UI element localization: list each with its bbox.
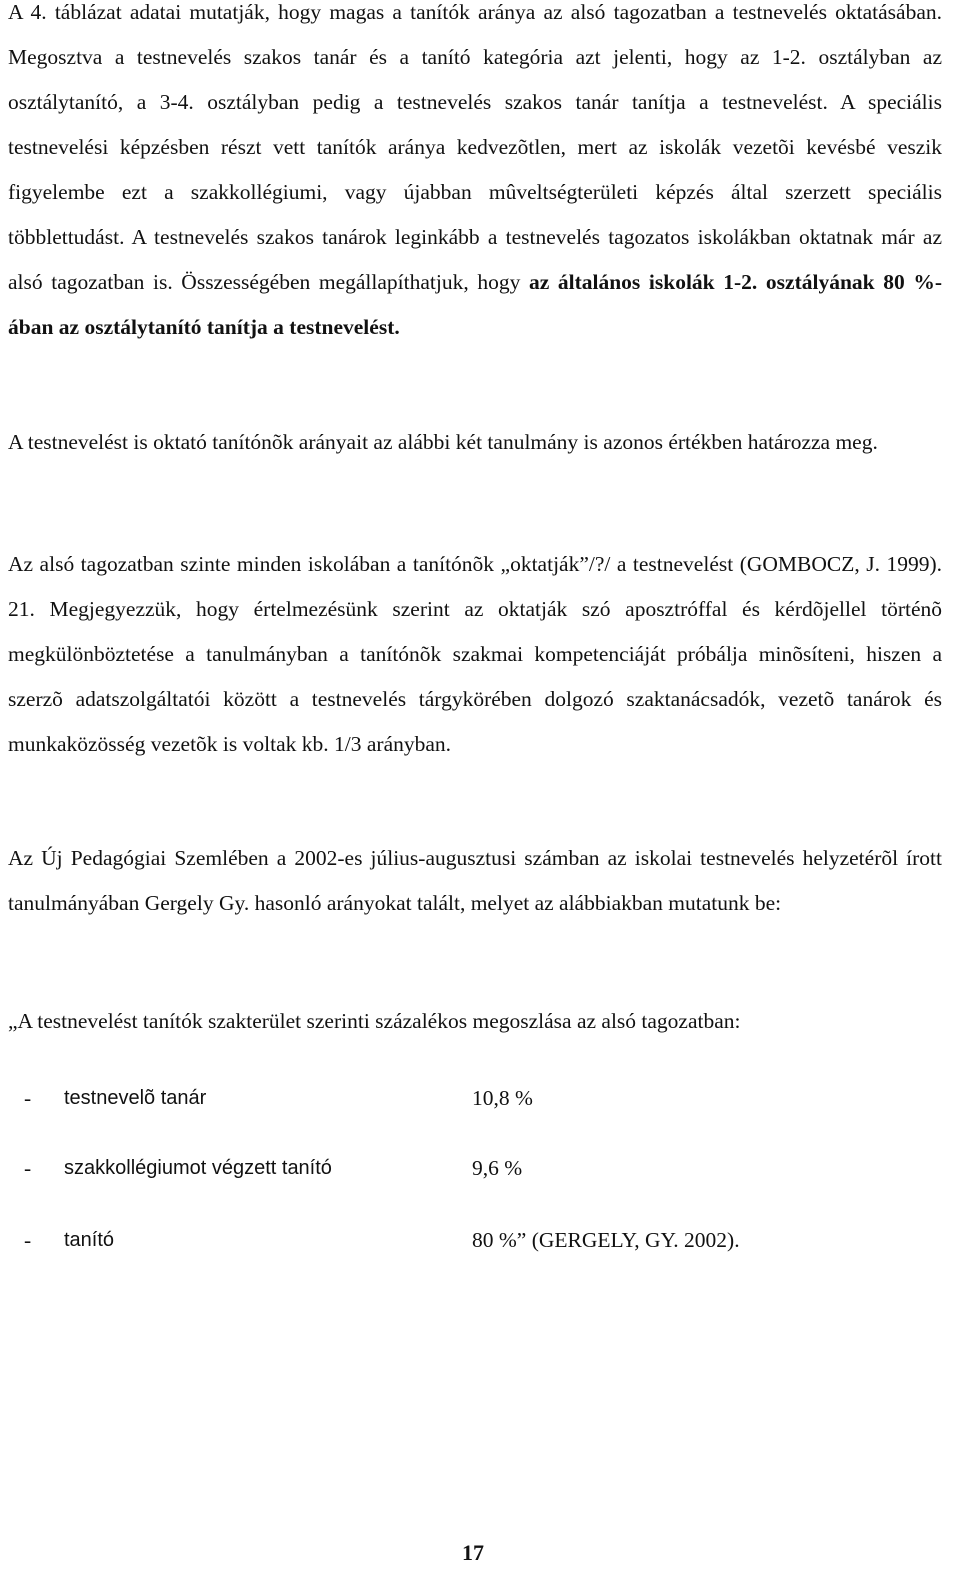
paragraph-quote-intro	[8, 999, 942, 1044]
list-item-value: 10,8 %	[472, 1086, 533, 1110]
list-item	[24, 1223, 924, 1257]
paragraph-two-studies	[8, 420, 942, 465]
list-dash: -	[24, 1228, 32, 1252]
paragraph-table-summary	[8, 0, 942, 350]
list-item-label: szakkollégiumot végzett tanító	[64, 1157, 332, 1179]
paragraph-text: Az Új Pedagógiai Szemlében a 2002-es július-augusztusi számban az iskolai testnevelés helyzetérõl írott tanulmányában Gergely Gy. hasonló arányokat talált, melyet az alábbiakban mutatunk be:	[8, 846, 942, 915]
list-item-label: tanító	[64, 1229, 115, 1251]
list-item	[24, 1151, 924, 1185]
paragraph-text: „A testnevelést tanítók szakterület szerinti százalékos megoszlása az alsó tagozatban:	[8, 1009, 741, 1033]
paragraph-text: Az alsó tagozatban szinte minden iskolában a tanítónõk „oktatják”/?/ a testnevelést (GOMBOCZ, J. 1999). 21. Megjegyezzük, hogy értelmezésünk szerint az oktatják szó aposztróffal és kérdõjellel történõ megkülönböztetése a tanulmányban a tanítónõk szakmai kompetenciáját próbálja minõsíteni, hiszen a szerzõ adatszolgáltatói között a testnevelés tárgykörében dolgozó szaktanácsadók, vezetõ tanárok és munkaközösség vezetõk is voltak kb. 1/3 arányban.	[8, 552, 942, 756]
paragraph-bold-conclusion: az általános iskolák 1-2. osztályának 80 %-ában az osztálytanító tanítja a testnevelést.	[8, 270, 942, 339]
paragraph-text: A testnevelést is oktató tanítónõk arányait az alábbi két tanulmány is azonos értékben határozza meg.	[8, 430, 878, 454]
page-number: 17	[462, 1540, 484, 1565]
list-item-label: testnevelõ tanár	[64, 1087, 207, 1109]
list-dash: -	[24, 1156, 32, 1180]
paragraph-gergely	[8, 836, 942, 926]
paragraph-text: A 4. táblázat adatai mutatják, hogy magas a tanítók aránya az alsó tagozatban a testnevelés oktatásában. Megosztva a testnevelés szakos tanár és a tanító kategória azt jelenti, hogy az 1-2. osztályban az osztálytanító, a 3-4. osztályban pedig a testnevelés szakos tanár tanítja a testnevelést. A speciális testnevelési képzésben részt vett tanítók aránya kedvezõtlen, mert az iskolák vezetõi kevésbé veszik figyelembe ezt a szakkollégiumi, vagy újabban mûveltségterületi képzés által szerzett speciális többlettudást. A testnevelés szakos tanárok leginkább a testnevelés tagozatos iskolákban oktatnak már az alsó tagozatban is. Összességében megállapíthatjuk, hogy	[8, 0, 942, 294]
list-item	[24, 1081, 924, 1115]
paragraph-gombocz	[8, 542, 942, 767]
list-item-value: 80 %” (GERGELY, GY. 2002).	[472, 1228, 740, 1252]
list-dash: -	[24, 1086, 32, 1110]
list-item-value: 9,6 %	[472, 1156, 523, 1180]
